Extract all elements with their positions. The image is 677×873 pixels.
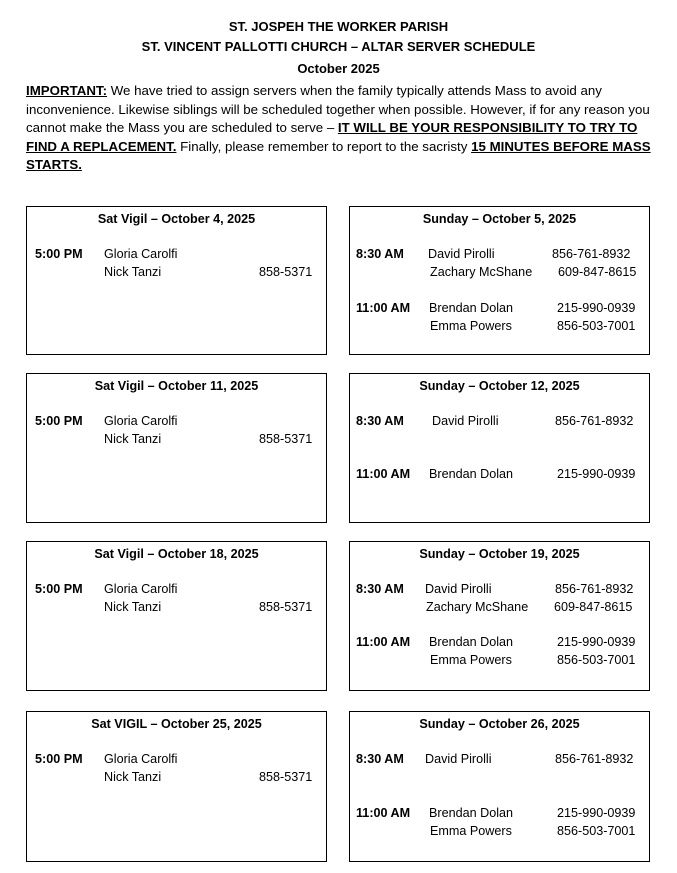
mass-time: 11:00 AM (356, 301, 411, 315)
server-name: Nick Tanzi (104, 600, 162, 614)
box-title: Sat VIGIL – October 25, 2025 (91, 717, 262, 731)
server-phone: 858-5371 (259, 600, 313, 614)
server-name: Brendan Dolan (429, 635, 514, 649)
box-title: Sunday – October 5, 2025 (422, 212, 577, 226)
intro-text-1: We have tried to assign servers when the family typically attends Mass to avoid any inconvenience. Likewise siblings will be scheduled together when possible. However, if for any reason you cannot make the Mass you are scheduled to serve – (26, 83, 650, 136)
server-phone: 609-847-8615 (558, 265, 637, 279)
server-name: Gloria Carolfi (104, 247, 178, 261)
server-phone: 858-5371 (259, 770, 313, 784)
sat-vigil-box-oct-18 (26, 541, 327, 691)
box-title: Sat Vigil – October 11, 2025 (94, 379, 259, 393)
mass-time: 11:00 AM (356, 806, 411, 820)
box-title: Sat Vigil – October 18, 2025 (94, 547, 259, 561)
schedule-title: ST. VINCENT PALLOTTI CHURCH – ALTAR SERVER SCHEDULE (141, 39, 536, 54)
box-title: Sat Vigil – October 4, 2025 (97, 212, 256, 226)
server-name: Nick Tanzi (104, 265, 162, 279)
server-name: Nick Tanzi (104, 432, 162, 446)
sunday-box-oct-26 (349, 711, 650, 862)
server-name: Gloria Carolfi (104, 752, 178, 766)
server-phone: 856-503-7001 (557, 824, 636, 838)
server-name: David Pirolli (428, 247, 495, 261)
server-phone: 856-761-8932 (552, 247, 631, 261)
server-phone: 856-503-7001 (557, 653, 636, 667)
mass-time: 8:30 AM (356, 247, 404, 261)
server-phone: 858-5371 (259, 265, 313, 279)
server-phone: 856-503-7001 (557, 319, 636, 333)
server-name: Brendan Dolan (429, 467, 514, 481)
server-phone: 215-990-0939 (557, 806, 636, 820)
replacement-notice: IT WILL BE YOUR RESPONSIBILITY TO TRY TO FIND A REPLACEMENT. (26, 120, 638, 154)
mass-time: 5:00 PM (35, 247, 83, 261)
server-name: David Pirolli (432, 414, 499, 428)
server-phone: 856-761-8932 (555, 414, 634, 428)
mass-time: 8:30 AM (356, 752, 404, 766)
server-phone: 215-990-0939 (557, 635, 636, 649)
server-phone: 215-990-0939 (557, 301, 636, 315)
server-phone: 858-5371 (259, 432, 313, 446)
server-phone: 215-990-0939 (557, 467, 636, 481)
arrival-notice: 15 MINUTES BEFORE MASS STARTS. (26, 138, 651, 173)
mass-time: 5:00 PM (35, 752, 83, 766)
server-name: Zachary McShane (430, 265, 533, 279)
server-name: Brendan Dolan (429, 806, 514, 820)
important-label: IMPORTANT: (26, 83, 108, 98)
server-phone: 609-847-8615 (554, 600, 633, 614)
schedule-month: October 2025 (297, 61, 380, 76)
server-phone: 856-761-8932 (555, 752, 634, 766)
server-name: David Pirolli (425, 582, 492, 596)
server-name: Emma Powers (430, 319, 512, 333)
intro-text-2: Finally, please remember to report to the sacristy (176, 138, 472, 154)
sat-vigil-box-oct-4 (26, 206, 327, 355)
server-name: Emma Powers (430, 824, 512, 838)
box-title: Sunday – October 19, 2025 (419, 547, 580, 561)
box-title: Sunday – October 26, 2025 (419, 717, 580, 731)
server-name: Gloria Carolfi (104, 414, 178, 428)
server-name: Gloria Carolfi (104, 582, 178, 596)
sunday-box-oct-19 (349, 541, 650, 691)
server-name: Brendan Dolan (429, 301, 514, 315)
mass-time: 11:00 AM (356, 467, 411, 481)
sunday-box-oct-5 (349, 206, 650, 355)
mass-time: 8:30 AM (356, 414, 404, 428)
mass-time: 5:00 PM (35, 582, 83, 596)
parish-name: ST. JOSPEH THE WORKER PARISH (228, 19, 449, 34)
server-name: Emma Powers (430, 653, 512, 667)
box-title: Sunday – October 12, 2025 (419, 379, 580, 393)
mass-time: 8:30 AM (356, 582, 404, 596)
mass-time: 11:00 AM (356, 635, 411, 649)
server-phone: 856-761-8932 (555, 582, 634, 596)
server-name: David Pirolli (425, 752, 492, 766)
sunday-box-oct-12 (349, 373, 650, 523)
intro-paragraph (26, 82, 651, 175)
sat-vigil-box-oct-11 (26, 373, 327, 523)
server-name: Nick Tanzi (104, 770, 162, 784)
server-name: Zachary McShane (426, 600, 529, 614)
sat-vigil-box-oct-25 (26, 711, 327, 862)
mass-time: 5:00 PM (35, 414, 83, 428)
